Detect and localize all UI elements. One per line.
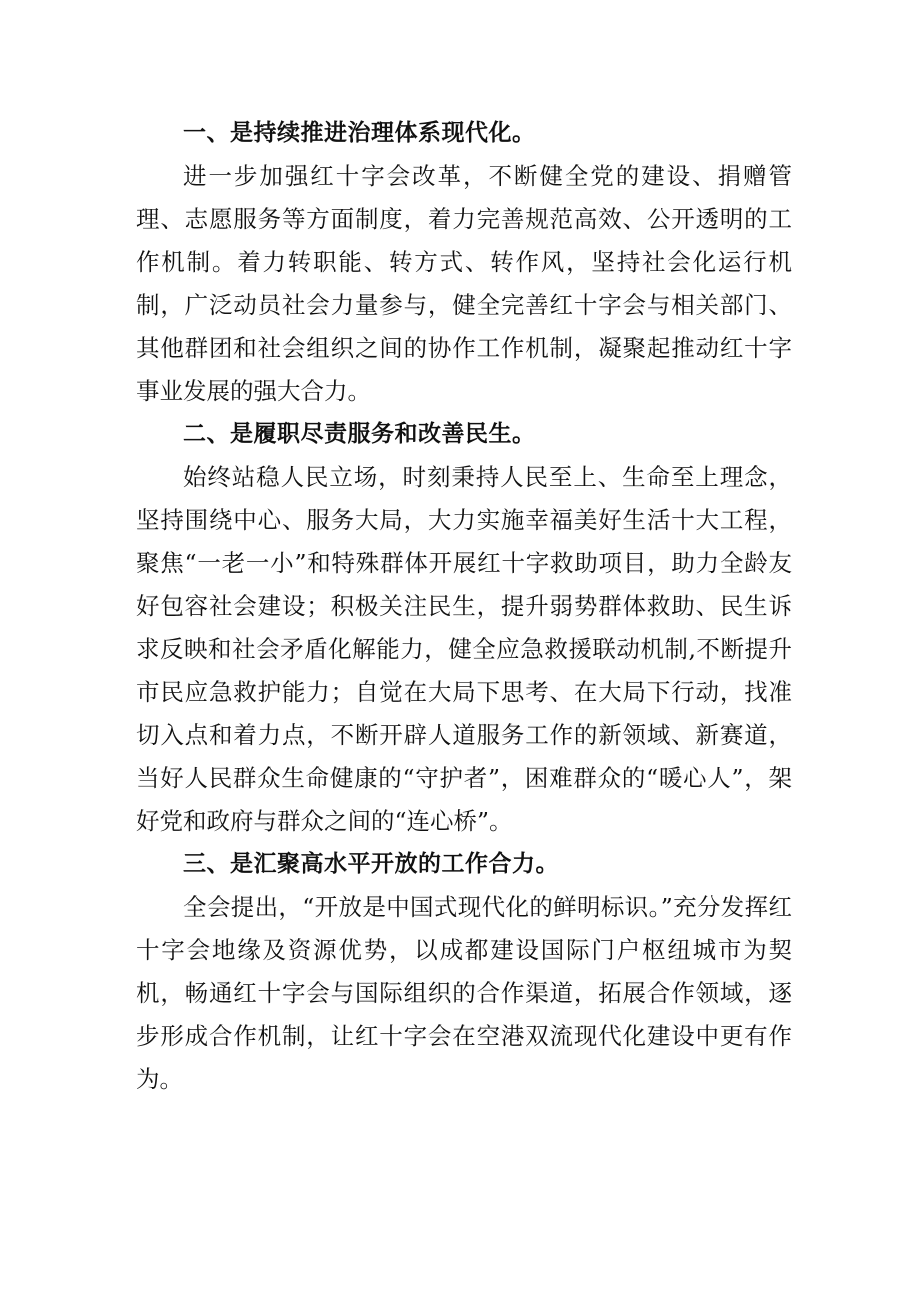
section-paragraph: 始终站稳人民立场，时刻秉持人民至上、生命至上理念，坚持围绕中心、服务大局，大力实施幸福美好生活十大工程，聚焦“一老一小”和特殊群体开展红十字救助项目，助力全龄友好包容社会建设；积极关注民生，提升弱势群体救助、民生诉求反映和社会矛盾化解能力，健全应急救援联动机制,不断提升市民应急救护能力；自觉在大局下思考、在大局下行动，找准切入点和着力点，不断开辟人道服务工作的新领域、新赛道，当好人民群众生命健康的“守护者”，困难群众的“暖心人”，架好党和政府与群众之间的“连心桥”。 xyxy=(136,463,792,835)
section-heading: 三、是汇聚高水平开放的工作合力。 xyxy=(183,851,559,877)
document-body xyxy=(136,112,792,1101)
section-paragraph: 进一步加强红十字会改革，不断健全党的建设、捐赠管理、志愿服务等方面制度，着力完善规范高效、公开透明的工作机制。着力转职能、转方式、转作风，坚持社会化运行机制，广泛动员社会力量参与，健全完善红十字会与相关部门、其他群团和社会组织之间的协作工作机制，凝聚起推动红十字事业发展的强大合力。 xyxy=(136,162,792,405)
section-heading: 一、是持续推进治理体系现代化。 xyxy=(183,120,536,146)
section-heading: 二、是履职尽责服务和改善民生。 xyxy=(183,421,536,447)
section-paragraph: 全会提出，“开放是中国式现代化的鲜明标识。”充分发挥红十字会地缘及资源优势，以成都建设国际门户枢纽城市为契机，畅通红十字会与国际组织的合作渠道，拓展合作领域，逐步形成合作机制，让红十字会在空港双流现代化建设中更有作为。 xyxy=(136,893,792,1093)
